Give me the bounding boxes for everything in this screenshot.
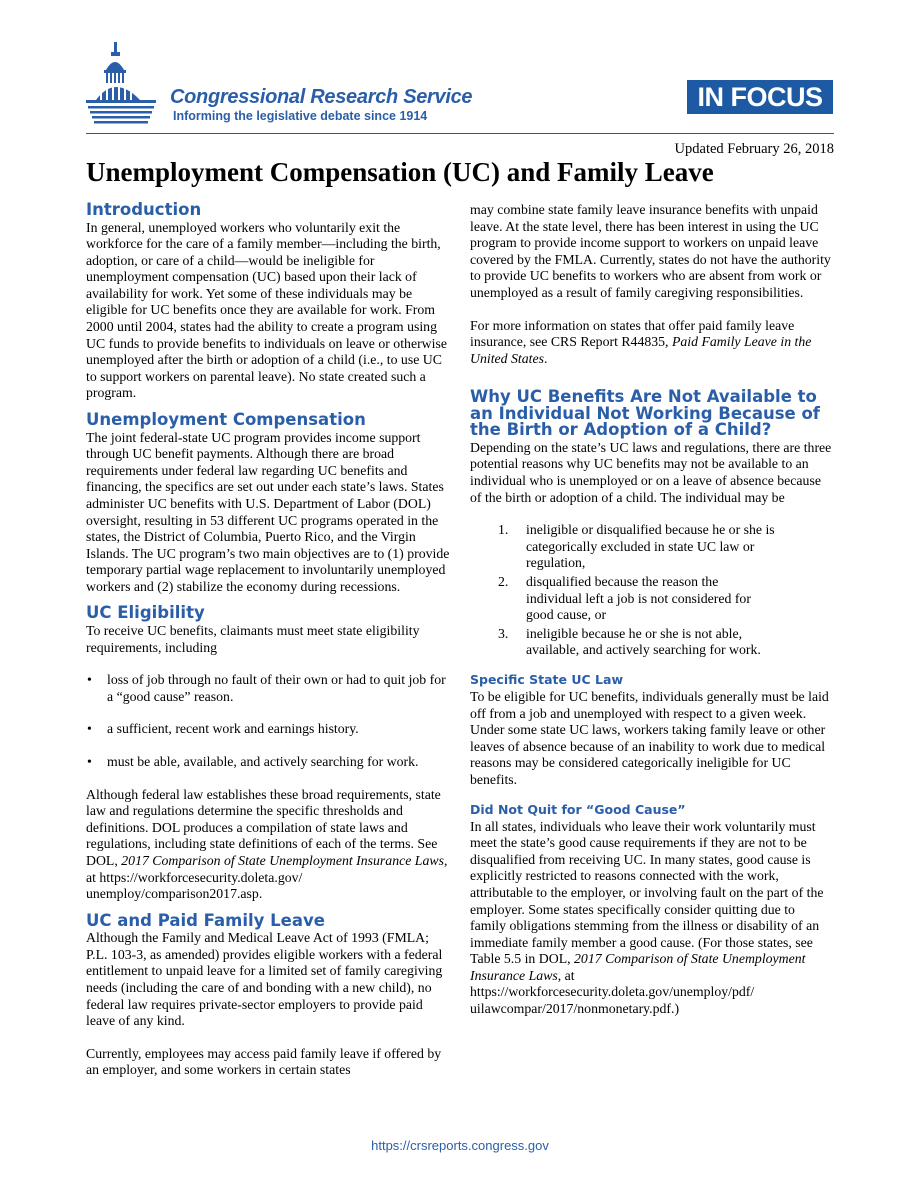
list-item: • must be able, available, and actively searching for work.	[86, 754, 450, 771]
text-run: , at https://workforcesecurity.doleta.gov/unemploy/pdf/ uilawcompar/2017/nonmonetary.pdf.)	[470, 967, 755, 1017]
text-run: Although federal law establishes these broad requirements, state law and regulations determine the specific thresholds and definitions. DOL produces a compilation of state laws and regulations, including state definitions of each of the terms. See DOL,	[86, 786, 441, 868]
list-text: ineligible or disqualified because he or she is categorically excluded in state UC law or regulation,	[526, 522, 775, 571]
updated-date: Updated February 26, 2018	[674, 141, 834, 157]
text-run: In all states, individuals who leave their work voluntarily must meet the state’s good cause requirements if they are not to be disqualified from receiving UC. In many states, good cause is explicitly restricted to reasons connected with the work, attributable to the employer, or involving fault on the part of the employer. Some states specifically consider quitting due to family obligations stemming from the illness or disability of an immediate family member a good cause. (For those states, see Table 5.5 in DOL,	[470, 818, 824, 967]
pfl-paragraph-1: Although the Family and Medical Leave Act of 1993 (FMLA; P.L. 103-3, as amended) provides eligible workers with a federal entitlement to unpaid leave for a limited set of family caregiving needs (including the care of and bonding with a new child), no federal law requires private-sector employers to provide paid leave of any kind.	[86, 930, 443, 1029]
uc-heading: Unemployment Compensation	[86, 410, 366, 430]
text-run: , at https://workforcesecurity.doleta.gov/ unemploy/comparison2017.asp.	[86, 852, 448, 902]
text-run: .	[543, 350, 548, 366]
paid-family-leave-heading: UC and Paid Family Leave	[86, 910, 325, 930]
report-title: Paid Family Leave in the United States	[470, 334, 812, 366]
good-cause-paragraph	[470, 819, 834, 1018]
why-paragraph: Depending on the state’s UC laws and regulations, there are three potential reasons why UC benefits may not be available to an individual who is unemployed or on a leave of absence because of the birth or adoption of a child. The individual may be	[470, 439, 832, 505]
list-item	[470, 574, 776, 624]
continued-paragraph: may combine state family leave insurance benefits with unpaid leave. At the state level, there has been interest in using the UC program to provide income support to workers on unpaid leave covered by the FMLA. Currently, states do not have the authority to provide UC benefits to workers who are absent from work or unemployed as a result of family caregiving responsibilities.	[470, 202, 831, 300]
right-column	[470, 202, 834, 1018]
specific-law-heading: Specific State UC Law	[470, 671, 623, 687]
list-number: 2.	[498, 574, 509, 589]
reasons-list	[470, 522, 834, 659]
list-item	[470, 522, 776, 572]
list-item: • loss of job through no fault of their own or had to quit job for a “good cause” reason.	[86, 672, 450, 705]
good-cause-heading: Did Not Quit for “Good Cause”	[470, 801, 686, 817]
in-focus-badge: IN FOCUS	[687, 80, 833, 114]
publication-title: 2017 Comparison of State Unemployment Insurance Laws	[470, 951, 806, 983]
specific-law-paragraph: To be eligible for UC benefits, individuals generally must be laid off from a job and unemployed with respect to a given week. Under some state UC laws, workers taking family leave or other leaves of absence because of an inability to work due to medical reasons may be considered categorically ineligible for UC benefits.	[470, 688, 829, 787]
header-divider	[86, 133, 834, 134]
list-item	[470, 626, 776, 659]
list-text: ineligible because he or she is not able, available, and actively searching for work.	[526, 625, 761, 658]
capitol-dome-icon	[82, 40, 172, 130]
eligibility-list	[86, 672, 450, 770]
more-info-paragraph	[470, 318, 834, 368]
eligibility-paragraph: To receive UC benefits, claimants must meet state eligibility requirements, including	[86, 622, 420, 655]
text-run: For more information on states that offer paid family leave insurance, see CRS Report R44835,	[470, 317, 795, 350]
org-name: Congressional Research Service	[170, 86, 473, 108]
why-heading: Why UC Benefits Are Not Available to an Individual Not Working Because of the Birth or Adoption of a Child?	[470, 387, 820, 440]
eligibility-paragraph-2	[86, 787, 450, 903]
footer-link[interactable]: https://crsreports.congress.gov	[371, 1138, 549, 1153]
list-number: 1.	[498, 522, 509, 538]
left-column	[86, 202, 450, 1079]
eligibility-heading: UC Eligibility	[86, 603, 205, 623]
list-item: • a sufficient, recent work and earnings history.	[86, 721, 450, 738]
uc-paragraph: The joint federal-state UC program provides income support through UC benefit payments. Although there are broad requirements under federal law regarding UC benefits and financing, the specifics are set out under each state’s laws. States administer UC benefits with U.S. Department of Labor (DOL) oversight, resulting in 53 different UC programs operated in the states, the District of Columbia, Puerto Rico, and the Virgin Islands. The UC program’s two main objectives are to (1) provide temporary partial wage replacement to involuntarily unemployed workers and (2) stabilize the economy during recessions.	[86, 429, 450, 594]
list-number: 3.	[498, 625, 509, 641]
intro-heading: Introduction	[86, 200, 202, 219]
publication-title: 2017 Comparison of State Unemployment Insurance Laws	[121, 852, 444, 868]
list-text: disqualified because the reason the individual left a job is not considered for good cause, or	[526, 574, 751, 623]
page-title: Unemployment Compensation (UC) and Family Leave	[86, 157, 714, 187]
pfl-paragraph-2: Currently, employees may access paid family leave if offered by an employer, and some workers in certain states	[86, 1045, 442, 1078]
intro-paragraph: In general, unemployed workers who voluntarily exit the workforce for the care of a family member—including the birth, adoption, or care of a child—would be ineligible for unemployment compensation (UC) based upon their lack of availability for work. Yet some of these individuals may be eligible for UC benefits once they are available for work. From 2000 until 2004, states had the ability to create a program using UC funds to provide benefits to individuals on leave or otherwise unemployed after the birth or adoption of a child (i.e., to use UC to support workers on parental leave). No state created such a program.	[86, 219, 447, 401]
org-tagline: Informing the legislative debate since 1914	[173, 109, 428, 123]
